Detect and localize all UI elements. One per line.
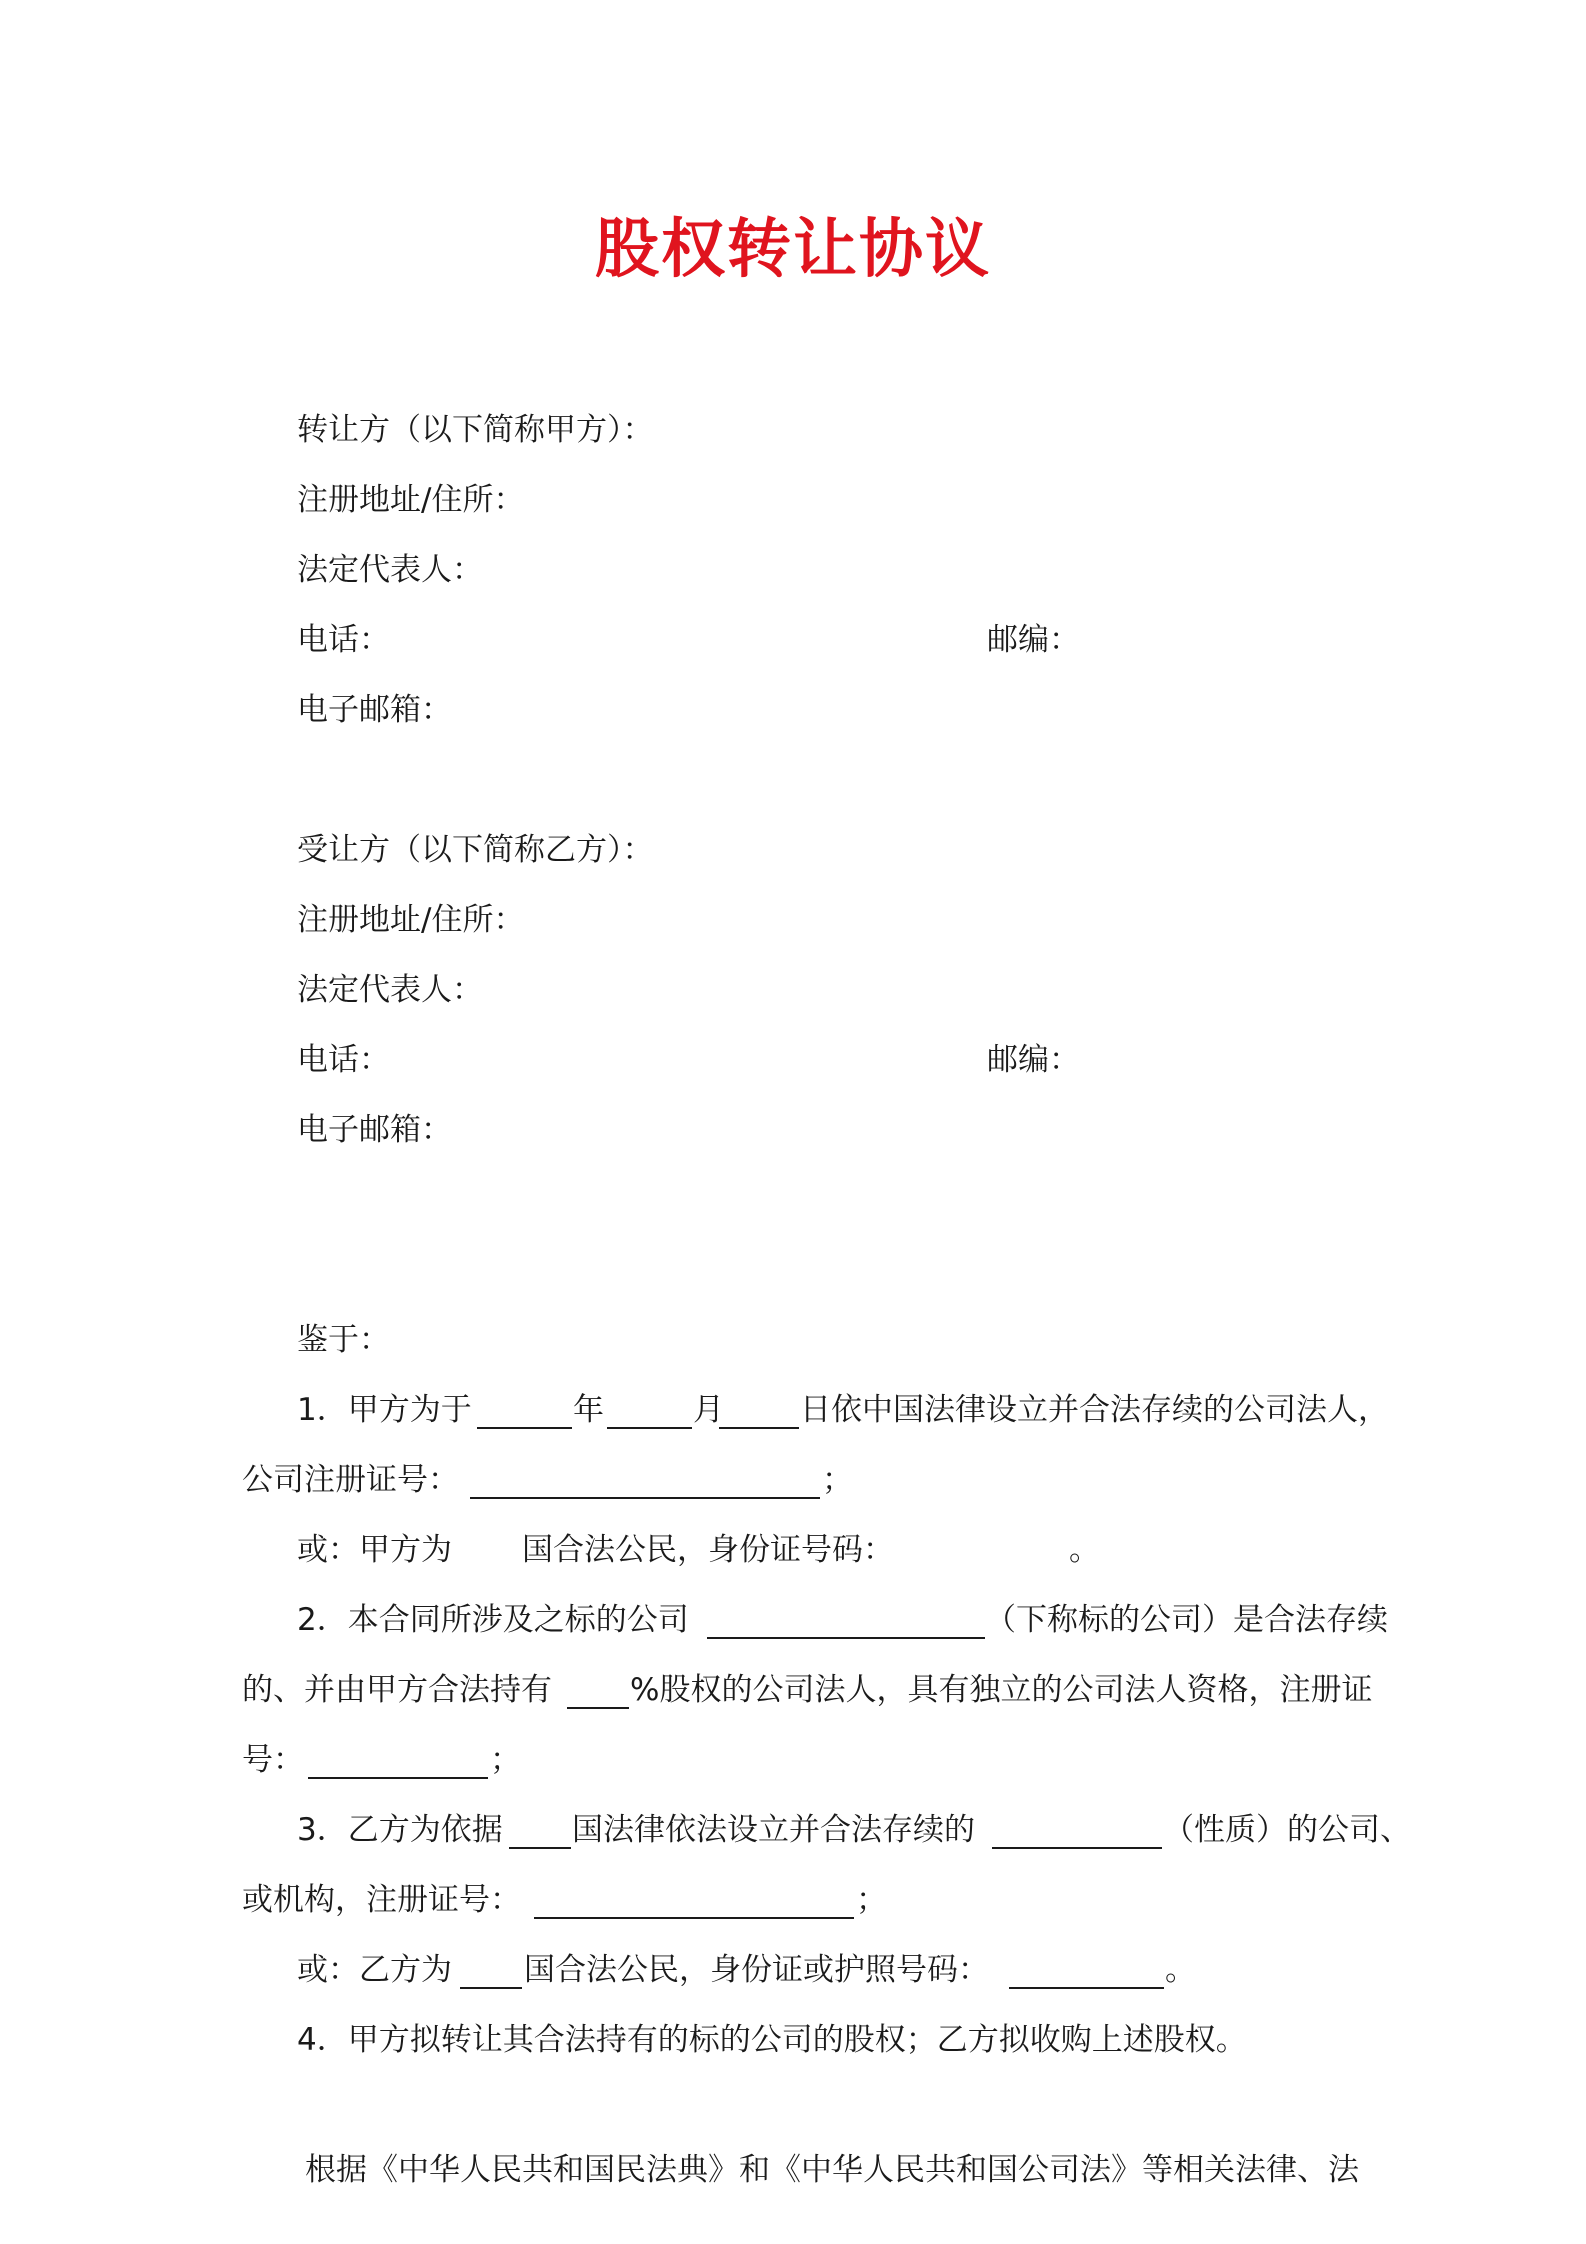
clause-1-line-1: [297, 1388, 1407, 1432]
clause-1-alt-b: 国合法公民，身份证号码：: [522, 1532, 894, 1568]
document-title: 股权转让协议: [595, 213, 991, 287]
clause-1-alt-a: 或：甲方为: [297, 1532, 452, 1568]
clause-1-month: 月: [693, 1392, 724, 1428]
clause-3-blank-alt-country: [460, 1957, 522, 1989]
whereas-heading: 鉴于：: [297, 1322, 390, 1358]
clause-2-text-b: （下称标的公司）是合法存续: [985, 1602, 1388, 1638]
clause-2-text-a: 2．本合同所涉及之标的公司: [297, 1602, 689, 1638]
clause-2-blank-percent: [567, 1677, 629, 1709]
clause-1-alt: [297, 1528, 1407, 1572]
transferee-email-label: 电子邮箱：: [297, 1112, 452, 1148]
clause-3-text-a: 3．乙方为依据: [297, 1812, 503, 1848]
clause-1-reg-label: 公司注册证号：: [242, 1462, 459, 1498]
clause-3-alt-a: 或：乙方为: [297, 1952, 452, 1988]
clause-3-blank-id: [1009, 1957, 1164, 1989]
clause-2-text-e: 号：: [242, 1742, 304, 1778]
clause-3-blank-country: [509, 1817, 571, 1849]
clause-1-blank-day: [719, 1397, 799, 1429]
clause-2-line-2: [242, 1668, 1402, 1712]
clause-3-text-d: 或机构，注册证号：: [242, 1882, 521, 1918]
clause-3-blank-nature: [992, 1817, 1162, 1849]
clause-1-line-2: [242, 1458, 1402, 1502]
transferor-phone-label: 电话：: [297, 622, 390, 658]
transferee-phone-label: 电话：: [297, 1042, 390, 1078]
clause-1-semicolon: ；: [822, 1462, 853, 1498]
clause-2-blank-reg: [308, 1747, 488, 1779]
clause-2-line-1: [297, 1598, 1407, 1642]
clause-3-alt-c: 。: [1165, 1952, 1196, 1988]
clause-1-blank-month: [607, 1397, 692, 1429]
clause-2-blank-company: [707, 1607, 985, 1639]
clause-3-semicolon: ；: [856, 1882, 887, 1918]
basis-paragraph: 根据《中华人民共和国民法典》和《中华人民共和国公司法》等相关法律、法: [305, 2152, 1359, 2188]
clause-3-text-c: （性质）的公司、: [1163, 1812, 1411, 1848]
clause-1-blank-reg: [470, 1467, 820, 1499]
clause-3-line-1: [297, 1808, 1411, 1852]
transferee-rep-label: 法定代表人：: [297, 972, 483, 1008]
clause-1-blank-year: [477, 1397, 572, 1429]
clause-1-alt-c: 。: [1069, 1532, 1100, 1568]
clause-1-text-d: 日依中国法律设立并合法存续的公司法人，: [800, 1392, 1389, 1428]
transferor-heading: 转让方（以下简称甲方）：: [297, 412, 654, 448]
clause-2-text-c: 的、并由甲方合法持有: [242, 1672, 552, 1708]
transferor-postcode-label: 邮编：: [987, 622, 1080, 658]
clause-3-alt: [297, 1948, 1407, 1992]
clause-3-alt-b: 国合法公民，身份证或护照号码：: [524, 1952, 989, 1988]
clause-3-line-2: [242, 1878, 1402, 1922]
clause-3-text-b: 国法律依法设立并合法存续的: [572, 1812, 975, 1848]
transferor-email-label: 电子邮箱：: [297, 692, 452, 728]
clause-4: 4．甲方拟转让其合法持有的标的公司的股权；乙方拟收购上述股权。: [297, 2022, 1247, 2058]
clause-1-year: 年: [573, 1392, 604, 1428]
clause-2-text-d: %股权的公司法人，具有独立的公司法人资格，注册证: [630, 1672, 1373, 1708]
transferee-postcode-label: 邮编：: [987, 1042, 1080, 1078]
clause-2-semicolon: ；: [490, 1742, 521, 1778]
clause-1-text-a: 1．甲方为于: [297, 1392, 472, 1428]
clause-2-line-3: [242, 1738, 1402, 1782]
transferee-address-label: 注册地址/住所：: [297, 902, 525, 938]
transferor-rep-label: 法定代表人：: [297, 552, 483, 588]
transferor-address-label: 注册地址/住所：: [297, 482, 525, 518]
clause-3-blank-reg: [534, 1887, 854, 1919]
transferee-heading: 受让方（以下简称乙方）：: [297, 832, 654, 868]
